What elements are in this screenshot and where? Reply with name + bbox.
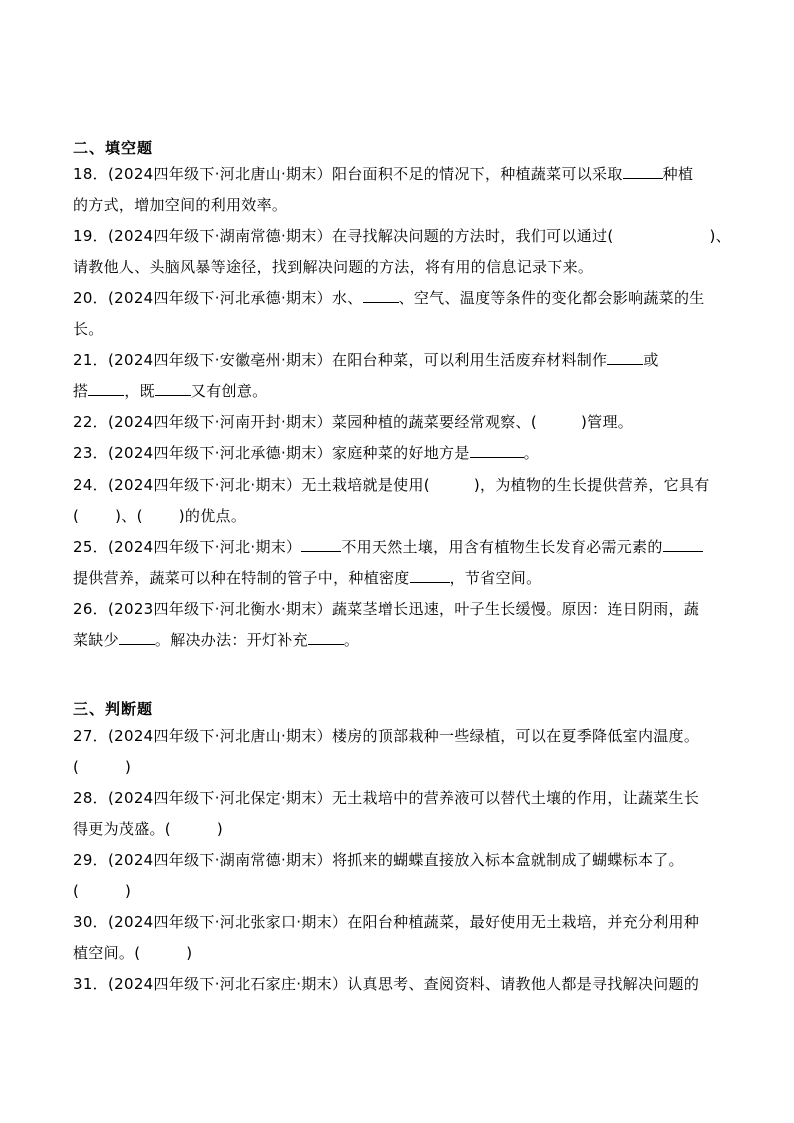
question-25-line-1 [73,537,703,557]
question-19-line-2: 请教他人、头脑风暴等途径，找到解决问题的方法，将有用的信息记录下来。 [73,258,594,276]
question-24-line-2 [73,506,246,526]
question-18-line-2: 的方式，增加空间的利用效率。 [73,196,288,214]
answer-blank[interactable] [607,350,643,365]
question-text: )、 [709,227,731,245]
question-text: 19．(2024四年级下·湖南常德·期末）在寻找解决问题的方法时，我们可以通过( [73,227,614,245]
answer-blank[interactable] [663,537,703,552]
question-text: 种植 [662,165,694,183]
question-text: 18．(2024四年级下·河北唐山·期末）阳台面积不足的情况下，种植蔬菜可以采取 [73,165,623,183]
question-text: 。 [523,444,539,462]
question-text: 24．(2024四年级下·河北·期末）无土栽培就是使用( [73,476,430,494]
question-text: 20．(2024四年级下·河北承德·期末）水、 [73,289,363,307]
question-22-line-1 [73,412,633,432]
question-29-line-1: 29．(2024四年级下·湖南常德·期末）将抓来的蝴蝶直接放入标本盒就制成了蝴蝶标本了。 [73,851,684,869]
section-heading-true-false: 三、判断题 [73,700,154,718]
question-text: )、( [115,507,143,525]
question-text: )的优点。 [178,507,247,525]
question-30-line-1: 30．(2024四年级下·河北张家口·期末）在阳台种植蔬菜，最好使用无土栽培，并充分利用种 [73,913,700,931]
answer-blank[interactable] [119,630,155,645]
question-31-line-1: 31．(2024四年级下·河北石家庄·期末）认真思考、查阅资料、请教他人都是寻找解决问题的 [73,975,700,993]
question-19-line-1 [73,226,731,246]
question-text: 提供营养，蔬菜可以种在特制的管子中，种植密度 [73,569,410,587]
question-20-line-2: 长。 [73,320,104,338]
question-text: 21．(2024四年级下·安徽亳州·期末）在阳台种菜，可以利用生活废弃材料制作 [73,351,608,369]
question-text: )管理。 [581,413,634,431]
question-text: 不用天然土壤，用含有植物生长发育必需元素的 [341,538,663,556]
answer-blank[interactable] [470,443,524,458]
question-23-line-1 [73,443,539,463]
question-30-line-2[interactable]: 植空间。( ) [73,944,193,962]
question-text: 25．(2024四年级下·河北·期末） [73,538,302,556]
section-heading-fill-in: 二、填空题 [73,139,154,157]
answer-blank[interactable] [363,288,399,303]
question-text: )，为植物的生长提供营养，它具有 [473,476,710,494]
question-21-line-1 [73,350,659,370]
question-text: 。 [343,631,360,649]
question-27-answer-paren[interactable]: ( ) [73,758,132,776]
question-21-line-2 [73,381,267,401]
question-25-line-2 [73,568,541,588]
question-28-line-1: 28．(2024四年级下·河北保定·期末）无土栽培中的营养液可以替代土壤的作用，让蔬菜生长 [73,789,700,807]
answer-blank[interactable] [308,630,344,645]
question-18-line-1 [73,164,693,184]
question-27-line-1: 27．(2024四年级下·河北唐山·期末）楼房的顶部栽种一些绿植，可以在夏季降低室内温度。 [73,727,700,745]
question-text: 、空气、温度等条件的变化都会影响蔬菜的生 [398,289,705,307]
question-text: 23．(2024四年级下·河北承德·期末）家庭种菜的好地方是 [73,444,470,462]
answer-blank[interactable] [88,381,124,396]
question-20-line-1 [73,288,705,308]
answer-blank[interactable] [623,164,663,179]
answer-blank[interactable] [410,568,450,583]
question-29-answer-paren[interactable]: ( ) [73,882,132,900]
question-24-line-1 [73,475,710,495]
question-text: 搭 [73,382,89,400]
answer-blank[interactable] [301,537,341,552]
question-text: 。解决办法：开灯补充 [154,631,308,649]
question-text: 或 [643,351,659,369]
question-text: 22．(2024四年级下·河南开封·期末）菜园种植的蔬菜要经常观察、( [73,413,538,431]
question-text: 菜缺少 [73,631,119,649]
question-text: ( [73,507,80,525]
answer-blank[interactable] [155,381,191,396]
question-text: ，既 [124,382,155,400]
question-26-line-2 [73,630,359,650]
question-28-line-2[interactable]: 得更为茂盛。( ) [73,820,224,838]
question-text: ，节省空间。 [449,569,542,587]
question-text: 又有创意。 [190,382,268,400]
question-26-line-1: 26．(2023四年级下·河北衡水·期末）蔬菜茎增长迅速，叶子生长缓慢。原因：连日阴雨，蔬 [73,600,700,618]
